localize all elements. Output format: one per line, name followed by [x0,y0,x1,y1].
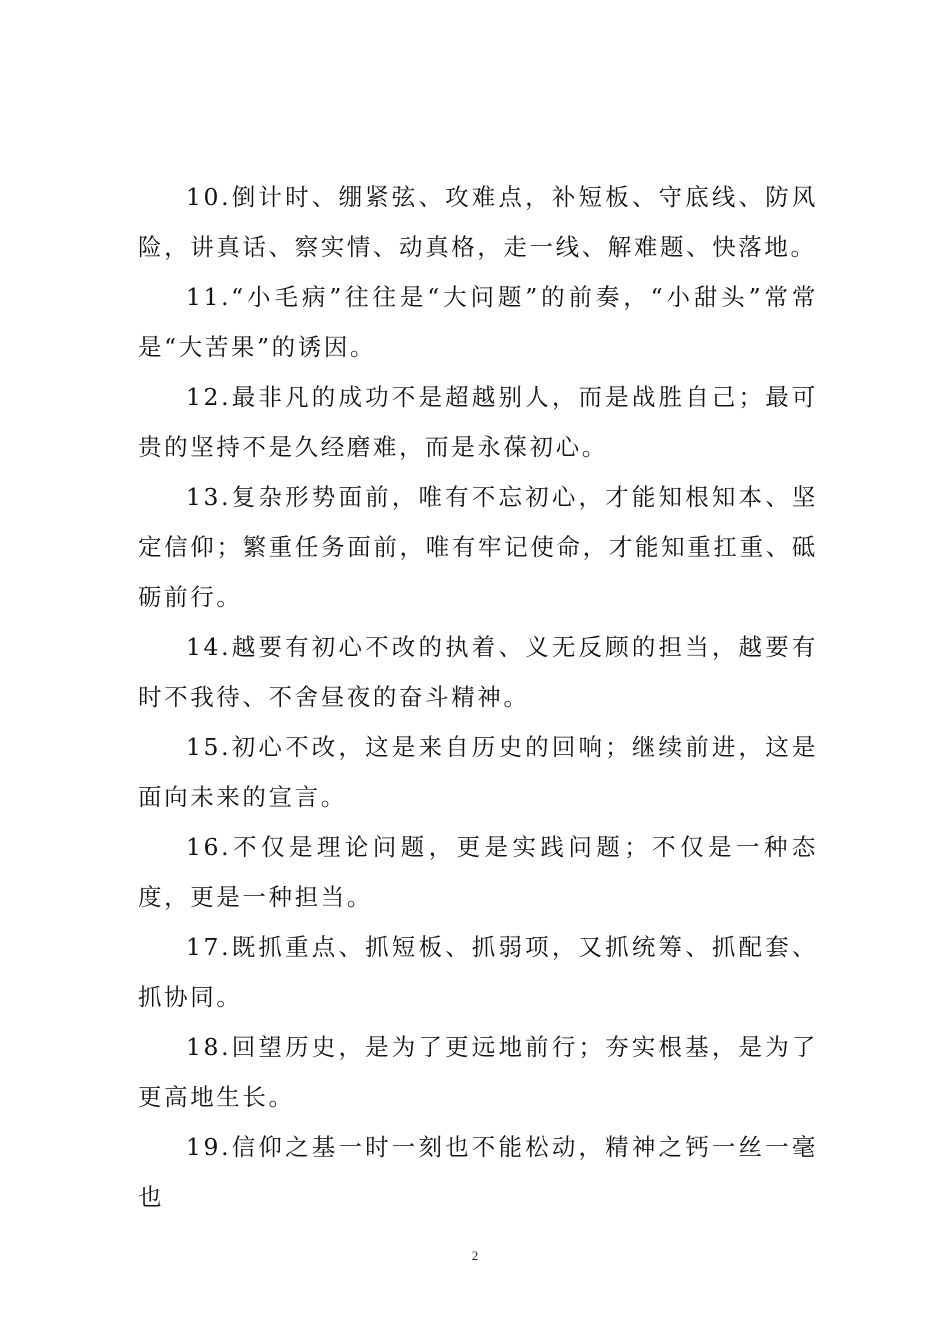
paragraph-12: 12.最非凡的成功不是超越别人，而是战胜自己；最可贵的坚持不是久经磨难，而是永葆初心。 [138,383,818,461]
paragraph-15: 15.初心不改，这是来自历史的回响；继续前进，这是面向未来的宣言。 [138,733,818,811]
paragraph-13: 13.复杂形势面前，唯有不忘初心，才能知根知本、坚定信仰；繁重任务面前，唯有牢记使命，才能知重扛重、砥砺前行。 [138,483,818,611]
paragraph-11: 11.“小毛病”往往是“大问题”的前奏，“小甜头”常常是“大苦果”的诱因。 [138,283,818,361]
paragraph-16: 16.不仅是理论问题，更是实践问题；不仅是一种态度，更是一种担当。 [138,833,818,911]
paragraph-19: 19.信仰之基一时一刻也不能松动，精神之钙一丝一毫也 [138,1133,818,1211]
page-number: 2 [471,1248,479,1263]
paragraph-17: 17.既抓重点、抓短板、抓弱项，又抓统筹、抓配套、抓协同。 [138,933,818,1011]
paragraph-14: 14.越要有初心不改的执着、义无反顾的担当，越要有时不我待、不舍昼夜的奋斗精神。 [138,633,818,711]
document-body [138,172,818,1222]
paragraph-10: 10.倒计时、绷紧弦、攻难点，补短板、守底线、防风险，讲真话、察实情、动真格，走一线、解难题、快落地。 [138,183,818,261]
paragraph-18: 18.回望历史，是为了更远地前行；夯实根基，是为了更高地生长。 [138,1033,818,1111]
